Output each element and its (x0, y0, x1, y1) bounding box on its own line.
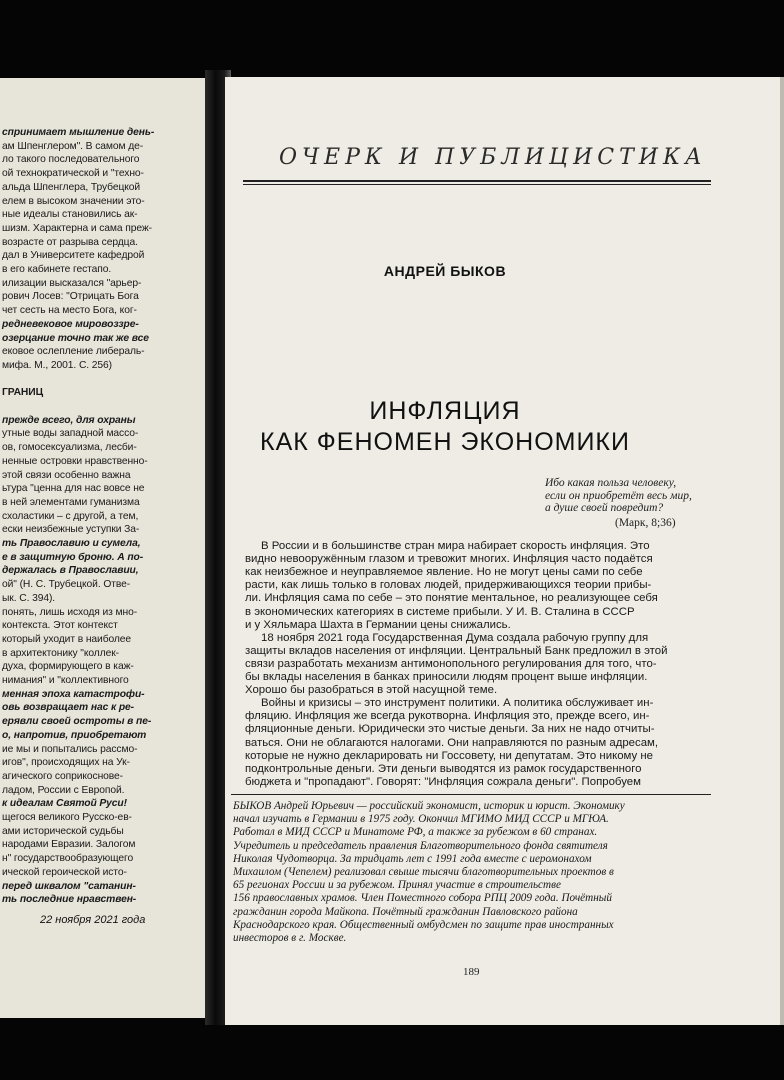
left-text-line: ами исторической судьбы (2, 825, 124, 837)
left-text-line: озерцание точно так же все (2, 332, 149, 344)
left-text-line: ло такого последовательного (2, 154, 140, 166)
left-text-line: этой связи особенно важна (2, 469, 131, 481)
left-text-line: редневековое мировоззре- (2, 318, 139, 330)
epigraph-line: если он приобретёт весь мир, (545, 489, 692, 502)
epigraph-line: Ибо какая польза человеку, (545, 477, 677, 489)
body-text-line: Войны и кризисы – это инструмент политики. А политика обслуживает ин- (261, 697, 654, 710)
body-text-line: бы вклады населения в банках приносили людям процент выше инфляции. (245, 671, 648, 683)
left-text-line: ладом, России с Европой. (2, 784, 125, 796)
epigraph-reference: (Марк, 8;36) (615, 517, 676, 529)
left-text-line: ть Православию и сумела, (2, 538, 141, 549)
left-text-line: утные воды западной массо- (2, 428, 139, 440)
body-text-line: ли. Инфляция сама по себе – это понятие ментальное, но реализующее себя (245, 592, 658, 605)
left-text-line: рович Лосев: "Отрицать Бога (2, 291, 139, 303)
body-text-line: подконтрольные деньги. Эти деньги выводятся из рамок государственного (245, 762, 642, 775)
left-text-line: в его кабинете гестапо. (2, 264, 112, 275)
body-text-line: Хорошо бы разобраться в этой насущной теме. (245, 684, 498, 697)
left-text-line: чет сесть на место Бога, ког- (2, 305, 137, 317)
page-edge (780, 77, 784, 1025)
left-text-line: перед шквалом "сатанин- (2, 880, 136, 892)
left-text-line: схоластики – с другой, а тем, (2, 510, 139, 522)
left-text-line: понять, лишь исходя из мно- (2, 606, 138, 618)
left-text-line: в архитектонику "коллек- (2, 647, 119, 659)
left-text-line: прежде всего, для охраны (2, 414, 136, 426)
body-text-line: защиты вкладов населения от инфляции. Центральный Банк предложил в этой (245, 644, 668, 657)
left-text-line: к идеалам Святой Руси! (2, 798, 127, 810)
left-text-line: овь возвращает нас к ре- (2, 702, 134, 714)
left-text-line: агического соприкоснове- (2, 770, 124, 782)
left-text-line: менная эпоха катастрофи- (2, 688, 145, 700)
banner-rule (243, 184, 711, 185)
left-text-line: альда Шпенглера, Трубецкой (2, 181, 141, 193)
left-text-line: возрасте от разрыва сердца. (2, 236, 138, 248)
left-text-line: ГРАНИЦ (2, 387, 43, 399)
article-title-line2: КАК ФЕНОМЕН ЭКОНОМИКИ (260, 428, 630, 456)
left-text-line: нимания" и "коллективного (2, 675, 129, 686)
left-text-line: илизации высказался "арьер- (2, 277, 142, 289)
body-text-line: В России и в большинстве стран мира набирает скорость инфляция. Это (261, 540, 650, 552)
left-text-line: духа, формирующего в каж- (2, 661, 134, 673)
body-text-line: видно невооружённым глазом и тревожит многих. Инфляция часто подаётся (245, 553, 653, 566)
body-text-line: 18 ноября 2021 года Государственная Дума создала рабочую группу для (261, 631, 649, 644)
footnote-line: Николая Чудотворца. За тридцать лет с 1991 года вместе с иеромонахом (233, 852, 592, 865)
body-text-line: ваться. Они не облагаются налогами. Они направляются по разным адресам, (245, 736, 659, 749)
left-text-line: ные идеалы становились ак- (2, 209, 138, 221)
right-page (225, 77, 784, 1025)
left-text-line: ерявли своей остроты в пе- (2, 716, 152, 728)
article-title-line1: ИНФЛЯЦИЯ (369, 397, 521, 425)
left-page-date: 22 ноября 2021 года (40, 914, 146, 926)
banner-rule (243, 180, 711, 182)
footnote-line: Михаилом (Чепелем) реализовал свыше тысячи благотворительных проектов в (233, 866, 614, 878)
body-text-line: как неизбежное и неуправляемое явление. Но не могут цены сами по себе (245, 566, 643, 579)
page-number: 189 (463, 966, 480, 978)
left-text-line: игов", происходящих на Ук- (2, 757, 130, 769)
left-text-line: ески неизбежные уступки За- (2, 524, 140, 536)
left-text-line: ековое ослепление либераль- (2, 346, 145, 358)
left-text-line: ой технократической и "техно- (2, 168, 144, 180)
left-text-line: контекста. Этот контекст (2, 620, 118, 632)
section-banner: ОЧЕРК И ПУБЛИЦИСТИКА (279, 145, 707, 170)
body-text-line: фляцию. Инфляция же всегда рукотворна. Инфляция это, прежде всего, ин- (245, 710, 650, 723)
left-text-line: в ней элементами гуманизма (2, 496, 140, 508)
left-text-line: держалась в Православии, (2, 565, 139, 577)
left-text-line: ык. С. 394). (2, 592, 56, 604)
left-text-line: народами Евразии. Залогом (2, 839, 136, 851)
body-text-line: бюджета и "пропадают". Говорят: "Инфляция сожрала деньги". Попробуем (245, 775, 641, 788)
left-text-line: е в защитную броню. А по- (2, 551, 144, 563)
footnote-line: начал изучать в Германии в 1975 году. Окончил МГИМО МИД СССР и МГЮА. (233, 813, 609, 826)
footnote-line: 156 православных храмов. Член Поместного собора РПЦ 2009 года. Почётный (233, 892, 612, 905)
left-text-line: ненные островки нравственно- (2, 455, 148, 467)
footnote-line: Краснодарского края. Общественный омбудсмен по защите прав иностранных (233, 918, 614, 931)
epigraph-line: а душе своей повредит? (545, 502, 664, 514)
left-text-line: мифа. М., 2001. С. 256) (2, 359, 113, 371)
left-text-line: н" государствообразующего (2, 853, 134, 865)
footnote-line: Учредитель и председатель правления Благотворительного фонда святителя (233, 839, 608, 852)
left-text-line: который уходит в наиболее (2, 633, 132, 645)
body-text-line: расти, как лишь только в головах людей, придерживающихся теории прибы- (245, 579, 652, 592)
left-text-line: ьтура "ценна для нас вовсе не (2, 483, 145, 495)
footnote-rule (231, 794, 711, 795)
footnote-line: Работал в МИД СССР и Минатоме РФ, а также за рубежом в 60 странах. (233, 826, 598, 839)
body-text-line: в экономических категориях в системе прибыли. У И. В. Сталина в СССР (245, 605, 635, 618)
footnote-line: 65 регионах России и за рубежом. Принял участие в строительстве (233, 879, 561, 892)
left-text-line: ам Шпенглером". В самом де- (2, 140, 144, 152)
body-text-line: которые не нужно декларировать ни Госсовету, ни депутатам. Это никому не (245, 749, 653, 762)
article-author: АНДРЕЙ БЫКОВ (383, 263, 507, 279)
footnote-line: инвесторов в г. Москве. (233, 932, 347, 944)
left-text-line: спринимает мышление день- (2, 127, 155, 138)
body-text-line: фляционные деньги. Юридически это чистые деньги. За них не надо отчиты- (245, 723, 655, 736)
left-text-line: дал в Университете кафедрой (2, 250, 145, 262)
footnote-line: гражданин города Майкопа. Почётный гражданин Павловского района (233, 905, 578, 918)
footnote-line: БЫКОВ Андрей Юрьевич — российский экономист, историк и юрист. Экономику (233, 800, 625, 812)
left-text-line: ов, гомосексуализма, лесби- (2, 442, 137, 454)
left-text-line: щегося великого Русско-ев- (2, 812, 132, 823)
epigraph (545, 477, 692, 515)
left-text-line: ие мы и попытались рассмо- (2, 743, 138, 755)
left-text-line: ой" (Н. С. Трубецкой. Отве- (2, 579, 131, 591)
body-text-line: и у Хяльмара Шахта в Германии цены снижались. (245, 618, 511, 631)
left-text-line: елем в высоком значении это- (2, 195, 145, 207)
left-page (0, 78, 212, 1018)
body-text-line: связи разработать механизм антимонопольного регулирования для того, что- (245, 657, 657, 670)
left-text-line: шизм. Характерна и сама преж- (2, 222, 153, 234)
left-text-line: о, напротив, приобретают (2, 729, 147, 741)
left-text-line: ической героической исто- (2, 866, 127, 878)
left-text-line: ть последние нравствен- (2, 894, 137, 906)
